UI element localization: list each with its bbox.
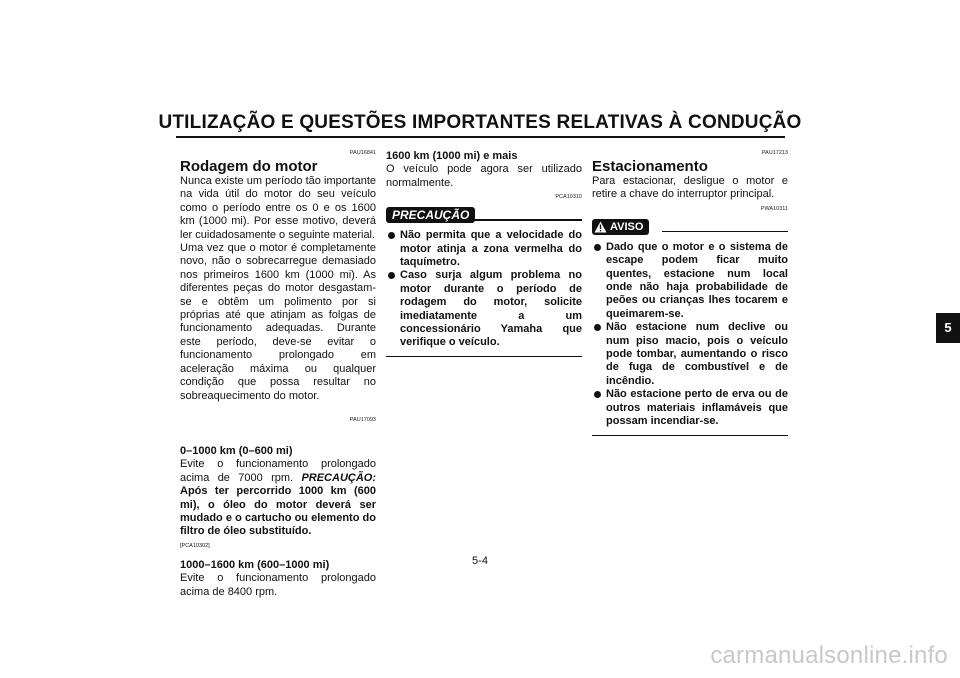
bullet-icon [594,324,601,331]
column-right [592,150,788,436]
caution-badge: PRECAUÇÃO [386,207,475,223]
paragraph: Nunca existe um período tão importante na vida útil do motor do seu veículo como o período entre os 0 e os 1600 km (1000 mi). Por esse motivo, deverá ler cuidadosamente o seguinte material. [180,175,376,241]
section-code: PCA10310 [555,194,582,201]
bullet-icon [594,391,601,398]
section-code: PWA10311 [760,205,788,212]
paragraph: Uma vez que o motor é completamente novo, não o sobrecarregue demasiado nos primeiros 1600 km (1000 mi). As diferentes peças do motor desgastam-se e obtêm um polimento por si próprias até que atinjam as folgas de funcionamento adequadas. Durante este período, deve-se evitar o funcionamento prolongado em aceleração máxima ou qualquer condição que possa resultar no sobreaquecimento do motor. [180,242,376,402]
caution-header-line [474,219,582,221]
section-code: PAU16841 [349,150,376,156]
paragraph: Evite o funcionamento prolongado acima de 8400 rpm. [180,572,376,598]
watermark: carmanualsonline.info [710,642,948,669]
paragraph-text: Evite o funcionamento prolongado acima de 7000 rpm. [180,458,376,484]
list-item: Não estacione num declive ou num piso macio, pois o veículo pode tombar, aumentando o risco de fuga de combustível e de incêndio. [592,321,788,388]
page-title: UTILIZAÇÃO E QUESTÕES IMPORTANTES RELATIVAS À CONDUÇÃO [158,112,802,133]
paragraph: Para estacionar, desligue o motor e retire a chave do interruptor principal. [592,175,788,201]
caution-list [386,229,582,350]
warning-header-line [662,231,788,233]
chapter-tab: 5 [936,313,960,343]
caution-label: PRECAUÇÃO: [301,471,376,484]
warning-end-line [592,435,788,437]
paragraph: O veículo pode agora ser utilizado normalmente. [386,163,582,189]
bullet-icon [594,244,601,251]
column-middle [386,150,582,357]
section-code: PAU17213 [761,150,788,156]
subheading-1000-1600: 1000–1600 km (600–1000 mi) [180,558,330,571]
column-left [180,150,376,599]
subheading-0-1000: 0–1000 km (0–600 mi) [180,444,293,457]
warning-label: AVISO [610,220,644,233]
list-item: Não estacione perto de erva ou de outros materiais inflamáveis que possam incendiar-se. [592,388,788,428]
list-item: Dado que o motor e o sistema de escape podem ficar muito quentes, estacione num local onde não haja probabilidade de peões ou crianças lhes tocarem e queimarem-se. [592,241,788,321]
caution-code: [PCA10302] [180,542,210,549]
section-heading-parking: Estacionamento [592,158,708,175]
list-item: Caso surja algum problema no motor durante o período de rodagem do motor, solicite imediatamente a um concessionário Yamaha que verifique o veículo. [386,269,582,349]
list-item: Não permita que a velocidade do motor atinja a zona vermelha do taquímetro. [386,229,582,269]
page-number: 5-4 [472,555,488,567]
caution-end-line [386,356,582,358]
subheading-1600-plus: 1600 km (1000 mi) e mais [386,150,518,162]
warning-header [592,217,788,237]
title-rule [176,136,785,138]
section-code: PAU17093 [349,416,376,423]
paragraph-caution [180,458,376,538]
caution-text: Após ter percorrido 1000 km (600 mi), o óleo do motor deverá ser mudado e o cartucho ou elemento do filtro de óleo substituído. [180,485,376,538]
section-heading-break-in: Rodagem do motor [180,158,318,175]
warning-triangle-icon [594,221,607,233]
bullet-icon [388,232,395,239]
warning-badge [592,219,649,235]
warning-list [592,241,788,429]
caution-header [386,205,582,225]
bullet-icon [388,272,395,279]
